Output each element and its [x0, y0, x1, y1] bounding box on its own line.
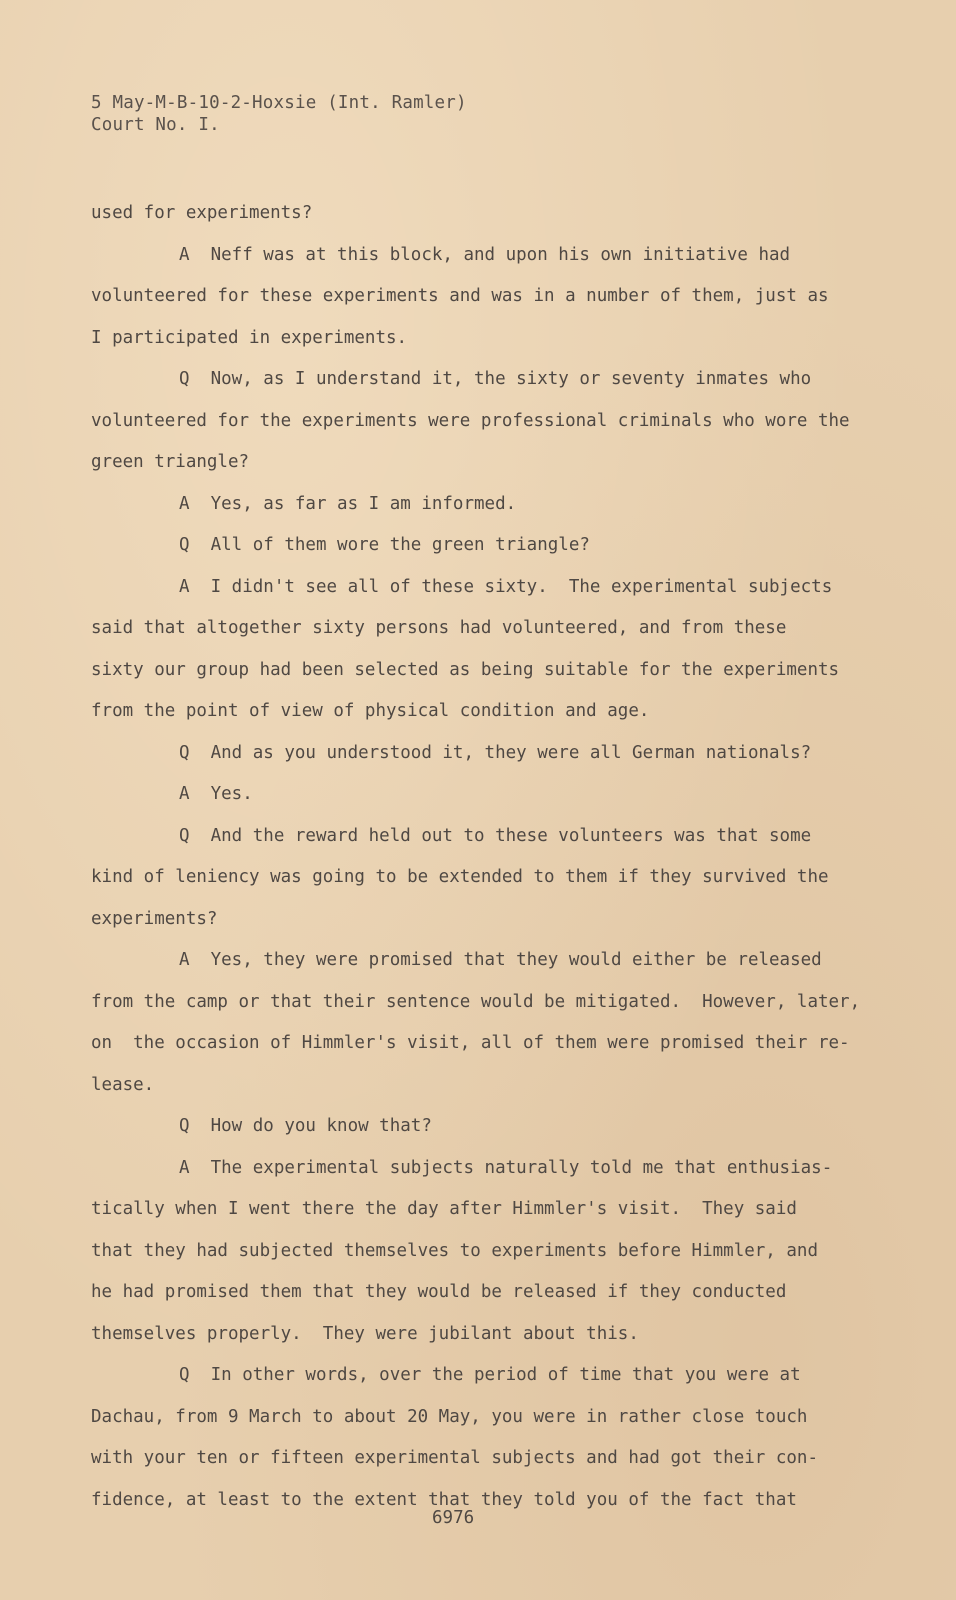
transcript-line: A Yes, as far as I am informed.: [179, 493, 517, 514]
transcript-line: fidence, at least to the extent that they told you of the fact that: [91, 1489, 797, 1510]
transcript-line: tically when I went there the day after Himmler's visit. They said: [91, 1199, 797, 1219]
header-court-line: Court No. I.: [91, 115, 220, 135]
page-number: 6976: [432, 1508, 475, 1528]
transcript-line: A Yes, they were promised that they would either be released: [179, 950, 822, 970]
transcript-line: that they had subjected themselves to experiments before Himmler, and: [91, 1240, 818, 1261]
transcript-line: volunteered for these experiments and was in a number of them, just as: [91, 286, 829, 306]
transcript-line: used for experiments?: [91, 203, 313, 223]
transcript-line: Q And the reward held out to these volunteers was that some: [179, 825, 812, 846]
transcript-line: themselves properly. They were jubilant about this.: [91, 1323, 639, 1344]
transcript-line: Q All of them wore the green triangle?: [179, 535, 590, 555]
transcript-line: lease.: [91, 1074, 155, 1095]
document-header: [91, 92, 467, 136]
transcript-line: A Neff was at this block, and upon his own initiative had: [179, 244, 791, 265]
transcript-line: A I didn't see all of these sixty. The experimental subjects: [179, 576, 833, 597]
transcript-line: experiments?: [91, 908, 218, 929]
transcript-body: [91, 193, 861, 1521]
transcript-line: kind of leniency was going to be extended to them if they survived the: [91, 867, 829, 887]
transcript-line: volunteered for the experiments were professional criminals who wore the: [91, 410, 850, 431]
transcript-line: sixty our group had been selected as being suitable for the experiments: [91, 659, 840, 680]
transcript-line: Q How do you know that?: [179, 1116, 432, 1136]
transcript-line: Q Now, as I understand it, the sixty or seventy inmates who: [179, 369, 812, 389]
transcript-line: Q And as you understood it, they were all German nationals?: [179, 742, 812, 763]
transcript-line: A The experimental subjects naturally told me that enthusias-: [179, 1157, 833, 1178]
transcript-line: said that altogether sixty persons had volunteered, and from these: [91, 618, 787, 638]
transcript-line: Dachau, from 9 March to about 20 May, you were in rather close touch: [91, 1406, 808, 1427]
transcript-line: on the occasion of Himmler's visit, all of them were promised their re-: [91, 1033, 850, 1053]
transcript-line: I participated in experiments.: [91, 327, 408, 348]
transcript-line: Q In other words, over the period of time that you were at: [179, 1365, 801, 1385]
header-session-line: 5 May-M-B-10-2-Hoxsie (Int. Ramler): [91, 93, 467, 113]
transcript-line: he had promised them that they would be released if they conducted: [91, 1282, 787, 1302]
transcript-line: green triangle?: [91, 452, 250, 472]
transcript-line: A Yes.: [179, 784, 253, 804]
transcript-line: from the point of view of physical condition and age.: [91, 701, 650, 721]
transcript-line: with your ten or fifteen experimental subjects and had got their con-: [91, 1448, 818, 1468]
transcript-line: from the camp or that their sentence would be mitigated. However, later,: [91, 991, 861, 1012]
